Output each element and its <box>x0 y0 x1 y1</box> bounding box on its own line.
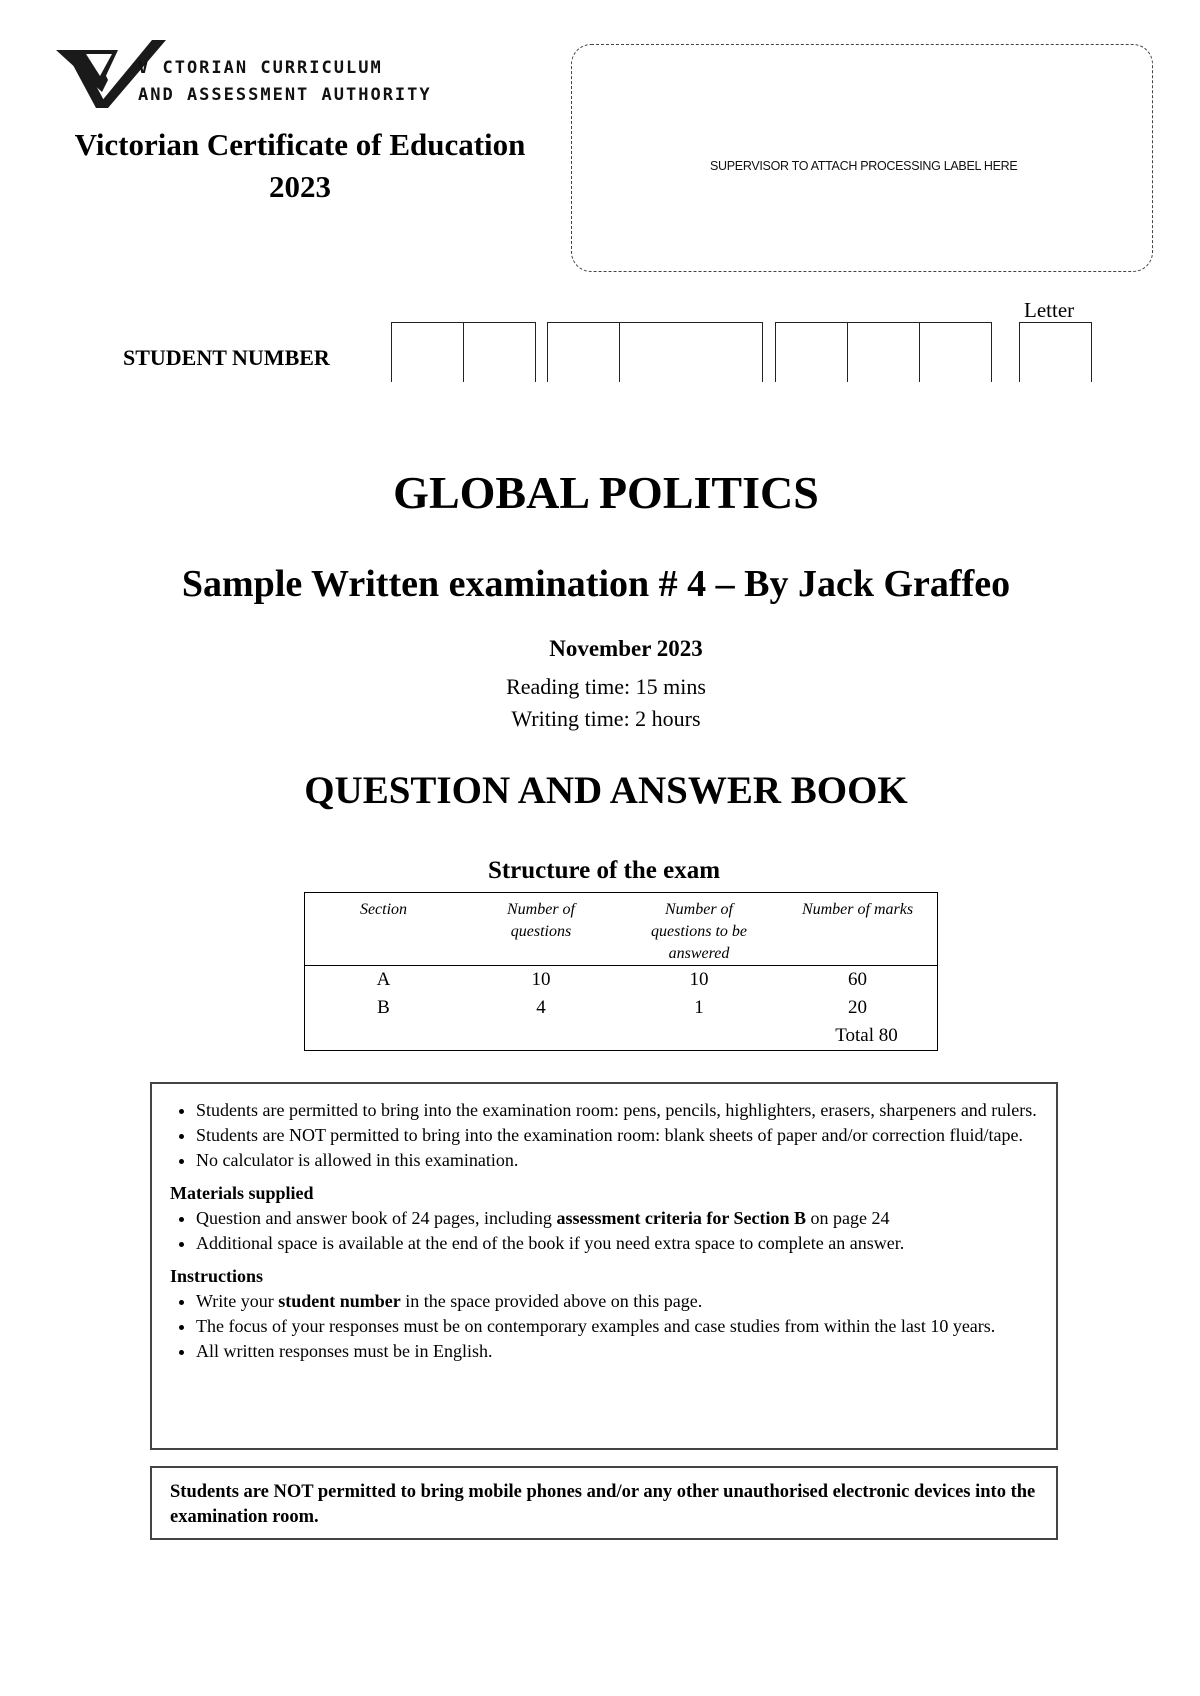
writing-time: Writing time: 2 hours <box>511 706 701 731</box>
student-number-digit[interactable] <box>619 322 763 382</box>
header-questions-to-answer: Number of questions to be answered <box>620 893 778 966</box>
header-section: Section <box>305 893 462 966</box>
exam-date: November 2023 <box>549 636 703 661</box>
table-total-row <box>305 1022 937 1050</box>
warning-text: Students are NOT permitted to bring mobile phones and/or any other unauthorised electronic devices into the examination room. <box>170 1482 1036 1527</box>
student-number-digit[interactable] <box>463 322 536 382</box>
student-number-label: STUDENT NUMBER <box>123 345 330 370</box>
student-number-digit[interactable] <box>847 322 920 382</box>
reading-time: Reading time: 15 mins <box>506 674 706 699</box>
list-item: • The focus of your responses must be on contemporary examples and case studies from within the last 10 years. <box>196 1314 1038 1339</box>
table-cell: 10 <box>531 969 551 990</box>
student-number-digit[interactable] <box>919 322 992 382</box>
processing-label-text: SUPERVISOR TO ATTACH PROCESSING LABEL HERE <box>710 159 1018 173</box>
instructions-box <box>150 1082 1058 1450</box>
student-number-digit[interactable] <box>547 322 620 382</box>
mobile-phone-warning-box <box>150 1466 1058 1540</box>
list-item <box>196 1289 1038 1314</box>
instructions-list <box>170 1289 1038 1364</box>
instr-1-post: in the space provided above on this page. <box>400 1291 703 1311</box>
structure-header-row <box>305 893 937 966</box>
list-item: • No calculator is allowed in this examination. <box>196 1148 1038 1173</box>
authority-line-1: V CTORIAN CURRICULUM <box>138 58 383 78</box>
student-number-digit[interactable] <box>391 322 464 382</box>
instr-1-pre: Write your <box>196 1291 279 1311</box>
permitted-items-list <box>170 1098 1038 1173</box>
list-item: • All written responses must be in English. <box>196 1339 1038 1364</box>
certificate-heading <box>50 124 550 208</box>
table-row <box>305 994 937 1022</box>
book-title: QUESTION AND ANSWER BOOK <box>304 769 908 812</box>
list-item: • Additional space is available at the end of the book if you need extra space to complete an answer. <box>196 1231 1038 1256</box>
instr-1-bold: student number <box>278 1291 401 1311</box>
total-marks: Total 80 <box>835 1025 898 1046</box>
authority-name <box>138 55 432 109</box>
list-item <box>196 1206 1038 1231</box>
structure-table-wrapper <box>304 892 938 1051</box>
table-cell: B <box>377 997 390 1018</box>
list-item: • Students are NOT permitted to bring into the examination room: blank sheets of paper and/or correction fluid/tape. <box>196 1123 1038 1148</box>
structure-caption: Structure of the exam <box>487 857 721 884</box>
header-number-of-questions: Number of questions <box>462 893 620 966</box>
processing-label-box <box>571 44 1153 272</box>
letter-label: Letter <box>1024 298 1075 322</box>
table-cell: 20 <box>848 997 867 1018</box>
header-number-of-marks: Number of marks <box>778 893 937 966</box>
authority-line-2: AND ASSESSMENT AUTHORITY <box>138 85 432 105</box>
certificate-title: Victorian Certificate of Education <box>74 127 526 162</box>
table-cell: 10 <box>689 969 709 990</box>
certificate-year: 2023 <box>269 169 331 204</box>
table-cell: 4 <box>536 997 546 1018</box>
materials-heading: Materials supplied <box>170 1183 314 1203</box>
table-cell-empty <box>305 1022 462 1050</box>
table-cell-empty <box>620 1022 778 1050</box>
table-row <box>305 966 937 995</box>
materials-1-post: on page 24 <box>806 1208 890 1228</box>
table-cell: 1 <box>694 997 704 1018</box>
materials-1-bold: assessment criteria for Section B <box>556 1208 807 1228</box>
materials-1-pre: Question and answer book of 24 pages, including <box>196 1208 557 1228</box>
student-number-digit[interactable] <box>775 322 848 382</box>
instructions-heading: Instructions <box>170 1266 264 1286</box>
subject-title: GLOBAL POLITICS <box>393 467 819 518</box>
table-cell: A <box>376 969 391 990</box>
exam-title: Sample Written examination # 4 – By Jack Graffeo <box>181 563 1011 605</box>
structure-table <box>305 893 937 1050</box>
table-cell-empty <box>462 1022 620 1050</box>
list-item: • Students are permitted to bring into the examination room: pens, pencils, highlighters, erasers, sharpeners and rulers. <box>196 1098 1038 1123</box>
materials-list <box>170 1206 1038 1256</box>
student-number-letter-box[interactable] <box>1019 322 1092 382</box>
table-cell: 60 <box>848 969 867 990</box>
